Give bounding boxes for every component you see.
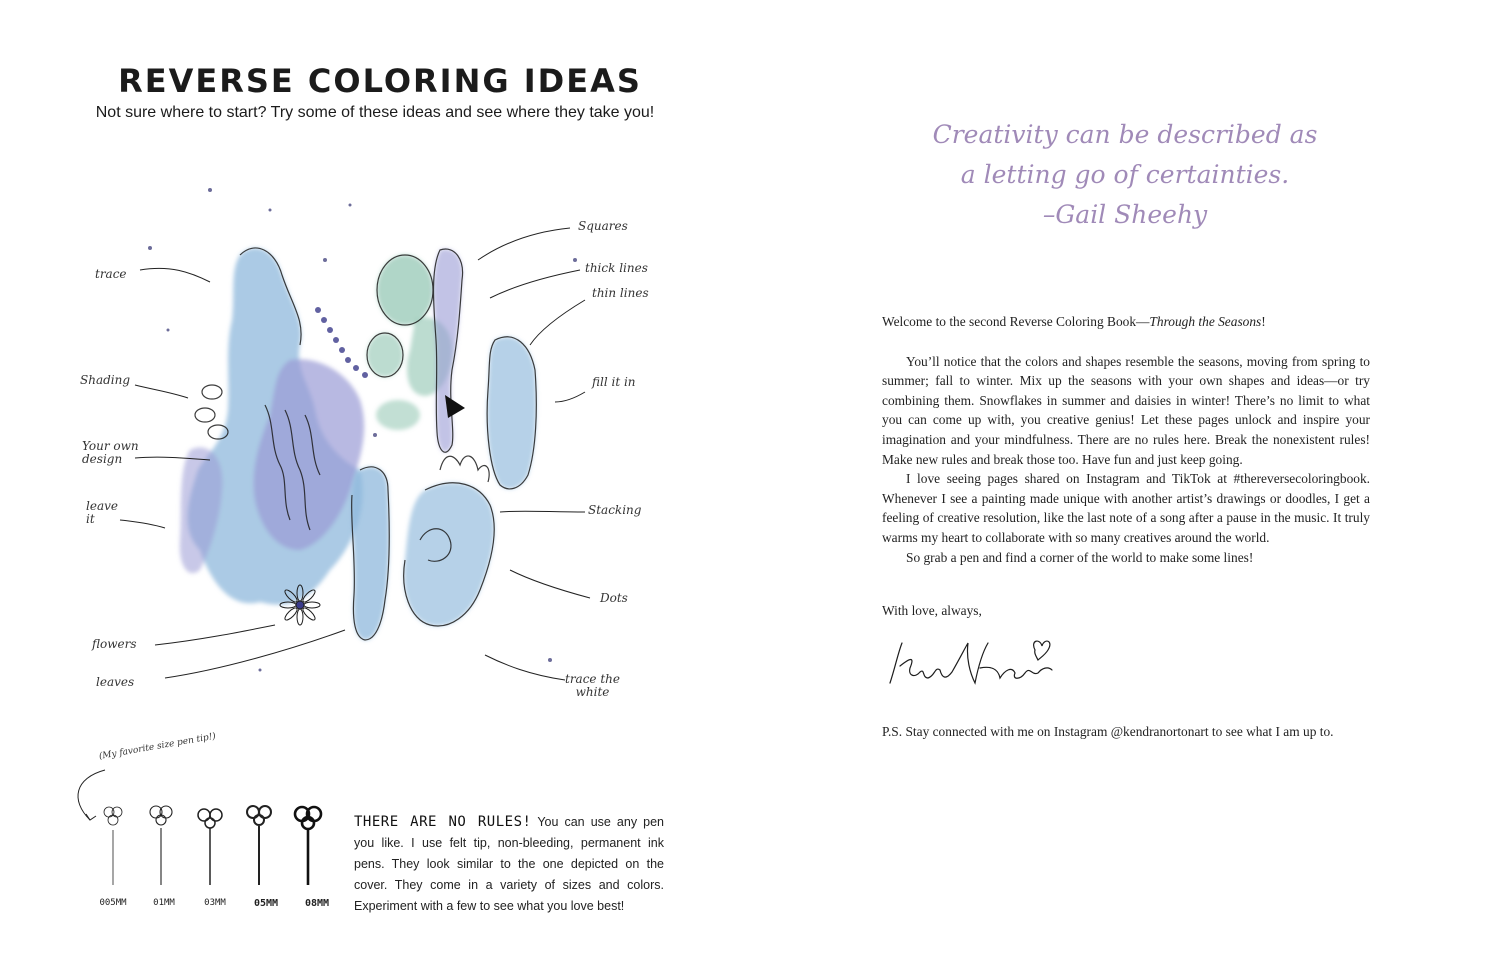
label-own-design: Your own design bbox=[82, 439, 139, 467]
watercolor-illustration bbox=[60, 170, 680, 710]
pen-size-01mm: 01MM bbox=[153, 898, 175, 908]
pen-tip-flowers bbox=[60, 740, 340, 920]
rules-heading: THERE ARE NO RULES! bbox=[354, 814, 532, 830]
rules-paragraph bbox=[354, 812, 664, 917]
pen-size-03mm: 03MM bbox=[204, 898, 226, 908]
page-subtitle: Not sure where to start? Try some of these ideas and see where they take you! bbox=[95, 104, 655, 121]
ink-leaf bbox=[445, 395, 465, 418]
welcome-letter bbox=[882, 312, 1370, 621]
quote-line-2: a letting go of certainties. bbox=[960, 160, 1290, 189]
greeting-text: Welcome to the second Reverse Coloring Book— bbox=[882, 314, 1150, 329]
quote-line-1: Creativity can be described as bbox=[932, 120, 1318, 149]
letter-closing: With love, always, bbox=[882, 603, 982, 619]
curved-arrow bbox=[78, 770, 105, 820]
letter-greeting bbox=[882, 312, 1370, 332]
curved-arrow-head bbox=[86, 814, 96, 820]
label-leaves: leaves bbox=[96, 675, 135, 689]
letter-paragraph: I love seeing pages shared on Instagram and TikTok at #thereversecoloringbook. Whenever I see a painting made unique with another artist’s drawings or doodles, I get a feeling of creative resolution, like the last note of a song after a pause in the music. It truly warms my heart to collaborate with so many creatives around the world. bbox=[882, 471, 1370, 545]
right-page bbox=[750, 0, 1500, 970]
letter-paragraph: You’ll notice that the colors and shapes resemble the seasons, moving from spring to summer; fall to winter. Mix up the seasons with your own shapes and ideas—or try combining them. Snowflakes in summer and daisies in winter! There’s no limit to what you can come up with, you creative genius! Let these pages unlock and inspire your imagination and your mindfulness. There are no rules here. Break the nonexistent rules! Make new rules and break those too. Have fun and just keep going. bbox=[882, 353, 1370, 467]
quote-attribution: –Gail Sheehy bbox=[1042, 200, 1208, 229]
watercolor-column-center bbox=[352, 467, 390, 640]
greeting-punctuation: ! bbox=[1261, 314, 1266, 329]
page-title: REVERSE COLORING IDEAS bbox=[118, 62, 642, 100]
flower-03mm bbox=[198, 809, 222, 885]
label-thick-lines: thick lines bbox=[585, 261, 648, 275]
watercolor-mass-left bbox=[180, 248, 364, 605]
postscript: P.S. Stay connected with me on Instagram @kendranortonart to see what I am up to. bbox=[882, 724, 1334, 739]
pen-size-005mm: 005MM bbox=[99, 898, 127, 908]
tip-note: (My favorite size pen tip!) bbox=[98, 731, 217, 762]
book-subtitle: Through the Seasons bbox=[1149, 314, 1262, 329]
label-squares: Squares bbox=[578, 219, 628, 233]
flower-01mm bbox=[150, 806, 172, 885]
label-thin-lines: thin lines bbox=[592, 286, 649, 300]
letter-paragraph: So grab a pen and find a corner of the world to make some lines! bbox=[906, 549, 1254, 565]
label-trace-white: trace the white bbox=[565, 672, 621, 700]
pen-size-05mm: 05MM bbox=[253, 898, 279, 909]
label-shading: Shading bbox=[80, 373, 131, 387]
label-stacking: Stacking bbox=[588, 503, 642, 517]
label-flowers: flowers bbox=[92, 637, 137, 651]
pen-size-08mm: 08MM bbox=[304, 898, 330, 909]
pen-size-labels bbox=[90, 898, 340, 909]
rules-text: You can use any pen you like. I use felt tip, non-bleeding, permanent ink pens. They look similar to the one depicted on the cover. They come in a variety of sizes and colors. Experiment with a few to see what you love best! bbox=[354, 815, 665, 913]
quote bbox=[750, 115, 1500, 235]
flower-08mm bbox=[295, 807, 321, 885]
flower-05mm bbox=[247, 806, 271, 885]
label-dots: Dots bbox=[600, 591, 628, 605]
label-trace: trace bbox=[95, 267, 127, 281]
signature bbox=[880, 628, 1060, 698]
label-fill-it-in: fill it in bbox=[592, 375, 636, 389]
flower-005mm bbox=[104, 807, 122, 885]
label-leave-it: leave it bbox=[86, 499, 118, 527]
